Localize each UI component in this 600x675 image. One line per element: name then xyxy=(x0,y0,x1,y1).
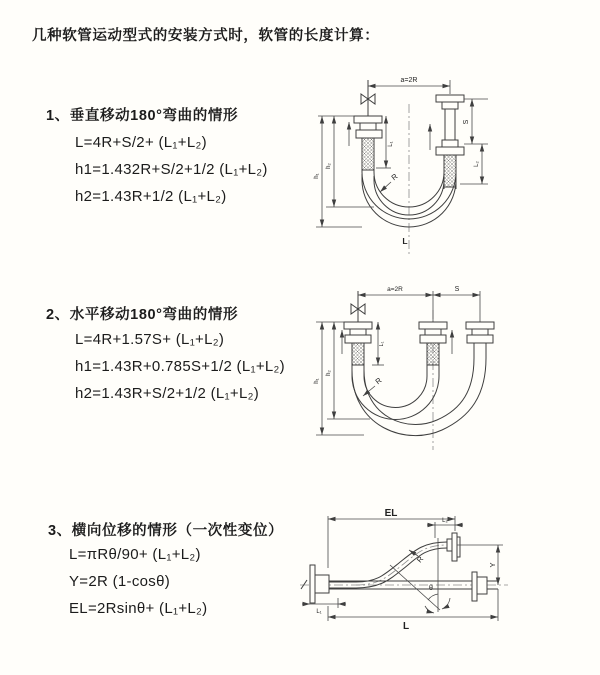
right-flange-fitting xyxy=(466,322,494,343)
braided-hose xyxy=(444,155,456,187)
section-2-formula-L: L=4R+1.57S+ (L₁+L₂) xyxy=(75,331,225,348)
dim-label-a2r: a=2R xyxy=(387,286,403,293)
dimension-a2r xyxy=(368,77,450,94)
angle-label: θ xyxy=(429,585,433,592)
dimension-l1 xyxy=(372,322,385,365)
hose-u-bend xyxy=(352,343,486,436)
right-flange-fitting xyxy=(436,95,464,187)
dim-label-l2: L₂ xyxy=(474,161,480,167)
dim-label-l1: L₁ xyxy=(388,141,394,147)
dim-label-l1: L₁ xyxy=(379,341,385,347)
dimension-s xyxy=(433,286,480,322)
diagram-vertical-180 xyxy=(312,66,590,262)
section-3-formula-Y: Y=2R (1-cosθ) xyxy=(69,573,171,590)
radius-label: R xyxy=(414,554,426,565)
dimension-l1 xyxy=(376,116,394,168)
radius-label: R xyxy=(389,171,400,183)
section-2-formula-h1: h1=1.43R+0.785S+1/2 (L₁+L₂) xyxy=(75,358,285,375)
diagram-lateral-offset xyxy=(298,498,600,655)
length-label: L xyxy=(402,236,408,246)
section-1-formula-h2: h2=1.43R+1/2 (L₁+L₂) xyxy=(75,188,227,205)
dim-label-s: S xyxy=(463,119,470,125)
valve-icon xyxy=(351,291,365,322)
left-flange-fitting xyxy=(344,322,372,365)
radius-label: R xyxy=(373,375,384,387)
section-1-formula-h1: h1=1.432R+S/2+1/2 (L₁+L₂) xyxy=(75,161,268,178)
dimension-el xyxy=(328,508,455,568)
dimension-a2r xyxy=(358,286,433,322)
dimension-l2 xyxy=(427,518,463,538)
dim-label-l2: L₂ xyxy=(442,518,448,524)
middle-flange-fitting xyxy=(419,322,447,365)
dim-label-h2: h₂ xyxy=(326,370,332,376)
radius-callout xyxy=(380,171,400,192)
dimension-s xyxy=(463,99,488,144)
dim-label-s: S xyxy=(454,286,460,293)
centerline-curve xyxy=(356,545,447,585)
dimension-h1 xyxy=(314,116,362,227)
section-3-heading: 3、横向位移的情形（一次性变位） xyxy=(48,523,284,539)
upper-flange-fitting xyxy=(447,533,460,561)
left-flange-fitting xyxy=(310,565,329,603)
dim-label-h2: h₂ xyxy=(326,163,332,169)
section-2-formula-h2: h2=1.43R+S/2+1/2 (L₁+L₂) xyxy=(75,385,260,402)
section-3-formula-L: L=πRθ/90+ (L₁+L₂) xyxy=(69,546,201,563)
dimension-l1 xyxy=(302,598,346,615)
page-title: 几种软管运动型式的安装方式时，软管的长度计算： xyxy=(32,28,380,44)
dim-label-h1: h₁ xyxy=(314,378,320,384)
left-flange-fitting xyxy=(354,116,382,170)
section-1-heading: 1、垂直移动180°弯曲的情形 xyxy=(46,108,239,124)
section-2-heading: 2、水平移动180°弯曲的情形 xyxy=(46,307,239,323)
dim-label-el: EL xyxy=(384,508,398,519)
dim-label-l: L xyxy=(402,621,410,632)
braided-hose xyxy=(352,343,364,365)
dim-label-l1: L₁ xyxy=(316,609,322,615)
valve-icon xyxy=(361,80,375,116)
braided-hose xyxy=(362,138,374,170)
braided-hose xyxy=(427,343,439,365)
section-1-formula-L: L=4R+S/2+ (L₁+L₂) xyxy=(75,134,207,151)
angle-theta xyxy=(390,538,450,613)
centerline-break-mark xyxy=(301,580,307,589)
dim-label-y: Y xyxy=(488,562,497,568)
dim-label-h1: h₁ xyxy=(314,173,320,179)
diagram-horizontal-180 xyxy=(312,278,590,458)
section-3-formula-EL: EL=2Rsinθ+ (L₁+L₂) xyxy=(69,600,208,617)
dim-label-a2r: a=2R xyxy=(400,77,418,84)
